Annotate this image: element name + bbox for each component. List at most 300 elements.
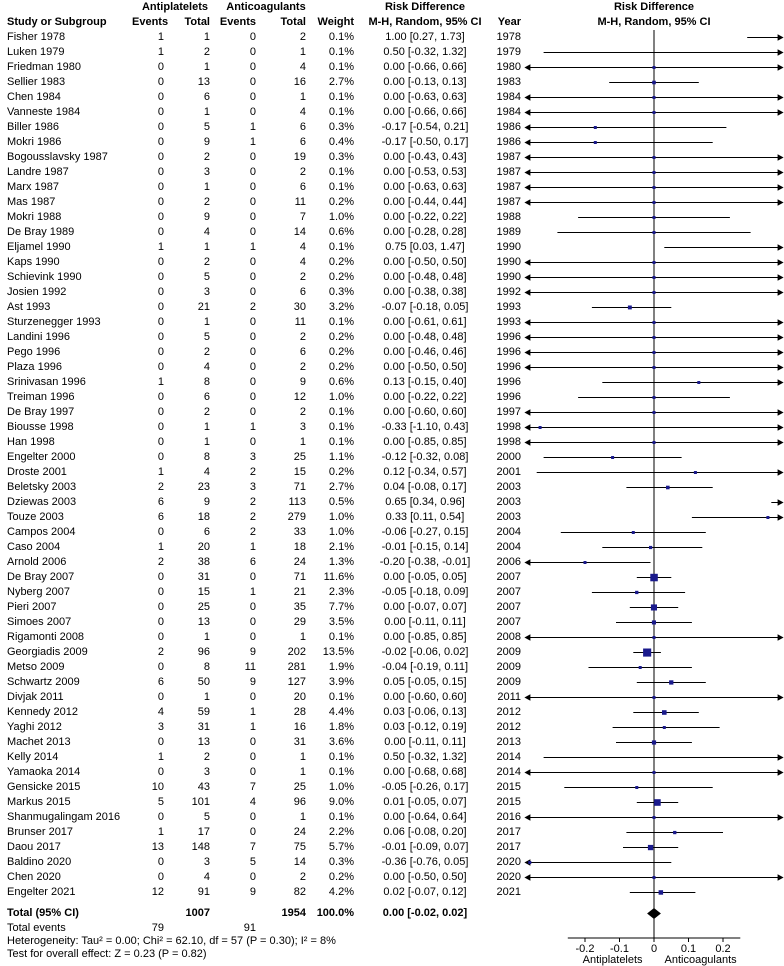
weight: 1.3% xyxy=(328,556,354,568)
year: 2003 xyxy=(496,481,521,493)
total-antiplatelets: 2 xyxy=(203,751,210,763)
year: 2021 xyxy=(496,886,521,898)
total-events-label: Total events xyxy=(7,922,66,934)
weight: 1.9% xyxy=(328,661,354,673)
total-antiplatelets: 9 xyxy=(203,136,210,148)
study-name: Josien 1992 xyxy=(7,286,67,298)
total-antiplatelets: 13 xyxy=(197,736,210,748)
arrow-left-icon xyxy=(524,769,530,775)
study-row xyxy=(0,345,524,360)
total-anticoagulants: 15 xyxy=(293,466,306,478)
events-anticoagulants: 7 xyxy=(249,781,256,793)
events-anticoagulants: 1 xyxy=(249,421,256,433)
risk-difference-ci: 0.00 [-0.07, 0.07] xyxy=(383,601,467,613)
events-anticoagulants: 0 xyxy=(249,616,256,628)
weight: 0.2% xyxy=(328,361,354,373)
risk-difference-ci: 0.12 [-0.34, 0.57] xyxy=(383,466,467,478)
weight: 0.1% xyxy=(328,316,354,328)
risk-difference-ci: 0.00 [-0.66, 0.66] xyxy=(383,106,467,118)
study-name: Gensicke 2015 xyxy=(7,781,81,793)
risk-difference-ci: -0.17 [-0.54, 0.21] xyxy=(381,121,469,133)
total-antiplatelets: 18 xyxy=(197,511,210,523)
study-name: Biller 1986 xyxy=(7,121,59,133)
events-anticoagulants: 0 xyxy=(249,826,256,838)
events-antiplatelets: 0 xyxy=(157,91,164,103)
total-antiplatelets: 2 xyxy=(203,406,210,418)
total-antiplatelets: 96 xyxy=(197,646,210,658)
study-name: Simoes 2007 xyxy=(7,616,72,628)
events-antiplatelets: 0 xyxy=(157,61,164,73)
arrow-right-icon xyxy=(778,199,784,205)
effect-marker xyxy=(666,486,670,490)
table-header-columns xyxy=(0,15,524,30)
study-name: De Bray 2007 xyxy=(7,571,75,583)
study-name: Vanneste 1984 xyxy=(7,106,81,118)
total-antiplatelets: 3 xyxy=(203,286,210,298)
header-group-anticoagulants: Anticoagulants xyxy=(226,1,306,13)
total-antiplatelets: 6 xyxy=(203,391,210,403)
weight: 1.0% xyxy=(328,781,354,793)
arrow-right-icon xyxy=(778,244,784,250)
year: 1993 xyxy=(496,316,521,328)
total-antiplatelets: 91 xyxy=(197,886,210,898)
total-antiplatelets: 1 xyxy=(203,421,210,433)
study-row xyxy=(0,690,524,705)
risk-difference-ci: 0.00 [-0.60, 0.60] xyxy=(383,691,467,703)
weight: 1.1% xyxy=(328,451,354,463)
events-antiplatelets: 0 xyxy=(157,106,164,118)
weight: 1.0% xyxy=(328,211,354,223)
events-antiplatelets: 1 xyxy=(157,751,164,763)
events-antiplatelets: 0 xyxy=(157,421,164,433)
total-events-row xyxy=(0,921,524,935)
events-anticoagulants: 0 xyxy=(249,76,256,88)
year: 1988 xyxy=(496,211,521,223)
year: 2003 xyxy=(496,511,521,523)
weight: 0.6% xyxy=(328,376,354,388)
study-name: De Bray 1997 xyxy=(7,406,75,418)
effect-marker xyxy=(654,799,661,806)
weight: 0.1% xyxy=(328,691,354,703)
year: 2012 xyxy=(496,706,521,718)
header-events-2: Events xyxy=(219,16,256,28)
study-name: Pieri 2007 xyxy=(7,601,57,613)
risk-difference-ci: 0.00 [-0.60, 0.60] xyxy=(383,406,467,418)
study-name: Schwartz 2009 xyxy=(7,676,80,688)
total-anticoagulants: 11 xyxy=(294,316,306,328)
total-antiplatelets: 3 xyxy=(203,856,210,868)
arrow-right-icon xyxy=(778,769,784,775)
year: 1987 xyxy=(496,151,521,163)
events-antiplatelets: 0 xyxy=(157,601,164,613)
axis-tick-label: -0.1 xyxy=(610,943,629,955)
events-anticoagulants: 1 xyxy=(249,136,256,148)
total-anticoagulants: 16 xyxy=(293,721,306,733)
study-name: Metso 2009 xyxy=(7,661,65,673)
study-row xyxy=(0,30,524,45)
total-anticoagulants: 96 xyxy=(293,796,306,808)
events-anticoagulants: 0 xyxy=(249,31,256,43)
arrow-right-icon xyxy=(778,634,784,640)
effect-marker xyxy=(652,81,656,85)
year: 2020 xyxy=(496,856,521,868)
total-anticoagulants: 9 xyxy=(299,376,306,388)
total-n-anticoagulants: 1954 xyxy=(281,907,306,919)
arrow-right-icon xyxy=(778,364,784,370)
year: 2009 xyxy=(496,646,521,658)
events-anticoagulants: 0 xyxy=(249,181,256,193)
total-anticoagulants: 14 xyxy=(293,226,306,238)
risk-difference-ci: 0.00 [-0.64, 0.64] xyxy=(383,811,467,823)
risk-difference-ci: 0.00 [-0.22, 0.22] xyxy=(383,391,467,403)
effect-marker xyxy=(669,680,673,684)
study-row xyxy=(0,285,524,300)
events-anticoagulants: 5 xyxy=(249,856,256,868)
effect-marker xyxy=(653,276,656,279)
study-name: Droste 2001 xyxy=(7,466,67,478)
weight: 13.5% xyxy=(322,646,354,658)
risk-difference-ci: 0.00 [-0.46, 0.46] xyxy=(383,346,467,358)
year: 2003 xyxy=(496,496,521,508)
risk-difference-ci: 0.00 [-0.53, 0.53] xyxy=(383,166,467,178)
total-antiplatelets: 1 xyxy=(203,316,210,328)
total-anticoagulants: 71 xyxy=(293,481,306,493)
arrow-right-icon xyxy=(778,34,784,40)
study-row xyxy=(0,405,524,420)
weight: 0.6% xyxy=(328,226,354,238)
total-anticoagulants: 1 xyxy=(299,436,306,448)
study-name: Baldino 2020 xyxy=(7,856,72,868)
weight: 0.1% xyxy=(328,436,354,448)
study-row xyxy=(0,570,524,585)
study-row xyxy=(0,165,524,180)
weight: 0.1% xyxy=(328,811,354,823)
study-row xyxy=(0,645,524,660)
year: 2006 xyxy=(496,556,521,568)
total-anticoagulants: 31 xyxy=(293,736,306,748)
total-antiplatelets: 1 xyxy=(203,691,210,703)
events-anticoagulants: 2 xyxy=(249,301,256,313)
effect-marker xyxy=(650,574,658,582)
study-row xyxy=(0,555,524,570)
events-antiplatelets: 13 xyxy=(151,841,164,853)
risk-difference-ci: 0.00 [-0.22, 0.22] xyxy=(383,211,467,223)
total-anticoagulants: 71 xyxy=(293,571,306,583)
study-name: Plaza 1996 xyxy=(7,361,63,373)
events-anticoagulants: 2 xyxy=(249,511,256,523)
total-antiplatelets: 50 xyxy=(197,676,210,688)
total-antiplatelets: 1 xyxy=(203,31,210,43)
effect-marker xyxy=(594,141,597,144)
year: 1986 xyxy=(496,121,521,133)
weight: 0.3% xyxy=(328,151,354,163)
total-anticoagulants: 6 xyxy=(299,136,306,148)
risk-difference-ci: 0.00 [-0.44, 0.44] xyxy=(383,196,467,208)
arrow-left-icon xyxy=(524,169,530,175)
arrow-left-icon xyxy=(524,274,530,280)
total-anticoagulants: 25 xyxy=(293,451,306,463)
effect-marker xyxy=(653,441,656,444)
arrow-right-icon xyxy=(778,694,784,700)
events-antiplatelets: 0 xyxy=(157,736,164,748)
study-name: Schievink 1990 xyxy=(7,271,82,283)
year: 1997 xyxy=(496,406,521,418)
events-antiplatelets: 1 xyxy=(157,376,164,388)
arrow-left-icon xyxy=(524,94,530,100)
total-antiplatelets: 2 xyxy=(203,46,210,58)
arrow-right-icon xyxy=(778,469,784,475)
events-anticoagulants: 4 xyxy=(249,796,256,808)
plot-subtitle: M-H, Random, 95% CI xyxy=(597,16,711,28)
year: 1990 xyxy=(496,271,521,283)
effect-marker xyxy=(653,351,656,354)
study-name: Beletsky 2003 xyxy=(7,481,77,493)
events-antiplatelets: 0 xyxy=(157,436,164,448)
year: 1996 xyxy=(496,331,521,343)
study-row xyxy=(0,480,524,495)
study-row xyxy=(0,420,524,435)
header-group-antiplatelets: Antiplatelets xyxy=(141,1,208,13)
study-name: Chen 2020 xyxy=(7,871,61,883)
weight: 5.7% xyxy=(328,841,354,853)
study-name: Shanmugalingam 2016 xyxy=(7,811,121,823)
effect-marker xyxy=(697,381,700,384)
weight: 0.1% xyxy=(328,631,354,643)
total-antiplatelets: 5 xyxy=(203,271,210,283)
events-anticoagulants: 0 xyxy=(249,436,256,448)
effect-marker xyxy=(528,861,531,864)
study-row xyxy=(0,375,524,390)
year: 2007 xyxy=(496,571,521,583)
total-anticoagulants: 279 xyxy=(287,511,306,523)
risk-difference-ci: 0.50 [-0.32, 1.32] xyxy=(383,46,467,58)
weight: 3.2% xyxy=(328,301,354,313)
risk-difference-ci: -0.01 [-0.09, 0.07] xyxy=(381,841,469,853)
events-antiplatelets: 0 xyxy=(157,391,164,403)
effect-marker xyxy=(653,396,656,399)
weight: 1.0% xyxy=(328,526,354,538)
study-name: Engelter 2000 xyxy=(7,451,76,463)
events-anticoagulants: 0 xyxy=(249,46,256,58)
events-anticoagulants: 0 xyxy=(249,61,256,73)
risk-difference-ci: 0.50 [-0.32, 1.32] xyxy=(383,751,467,763)
arrow-right-icon xyxy=(778,109,784,115)
total-antiplatelets: 13 xyxy=(197,616,210,628)
risk-difference-ci: 0.13 [-0.15, 0.40] xyxy=(383,376,467,388)
weight: 0.2% xyxy=(328,256,354,268)
year: 2020 xyxy=(496,871,521,883)
events-anticoagulants: 0 xyxy=(249,631,256,643)
total-anticoagulants: 2 xyxy=(299,406,306,418)
events-anticoagulants: 2 xyxy=(249,496,256,508)
effect-marker xyxy=(635,591,638,594)
year: 1978 xyxy=(496,31,521,43)
total-anticoagulants: 25 xyxy=(293,781,306,793)
weight: 2.1% xyxy=(328,541,354,553)
events-antiplatelets: 0 xyxy=(157,616,164,628)
study-row xyxy=(0,795,524,810)
total-n-antiplatelets: 1007 xyxy=(185,907,210,919)
effect-marker xyxy=(653,291,656,294)
arrow-right-icon xyxy=(778,49,784,55)
events-antiplatelets: 1 xyxy=(157,541,164,553)
axis-tick-label: 0.2 xyxy=(715,943,731,955)
total-anticoagulants: 2 xyxy=(299,361,306,373)
study-row xyxy=(0,870,524,885)
study-row xyxy=(0,150,524,165)
total-anticoagulants: 14 xyxy=(293,856,306,868)
risk-difference-ci: -0.36 [-0.76, 0.05] xyxy=(381,856,469,868)
axis-group-left-label: Antiplatelets xyxy=(582,954,643,966)
year: 2017 xyxy=(496,826,521,838)
total-antiplatelets: 15 xyxy=(197,586,210,598)
events-anticoagulants: 1 xyxy=(249,586,256,598)
total-antiplatelets: 148 xyxy=(191,841,210,853)
total-anticoagulants: 6 xyxy=(299,121,306,133)
effect-marker xyxy=(649,546,652,549)
arrow-left-icon xyxy=(524,409,530,415)
events-antiplatelets: 2 xyxy=(157,646,164,658)
total-anticoagulants: 16 xyxy=(293,76,306,88)
study-name: Biousse 1998 xyxy=(7,421,74,433)
weight: 0.1% xyxy=(328,241,354,253)
risk-difference-ci: 0.00 [-0.38, 0.38] xyxy=(383,286,467,298)
study-name: Yamaoka 2014 xyxy=(7,766,81,778)
year: 2012 xyxy=(496,721,521,733)
events-antiplatelets: 0 xyxy=(157,316,164,328)
events-anticoagulants: 0 xyxy=(249,256,256,268)
study-row xyxy=(0,765,524,780)
effect-marker xyxy=(632,531,635,534)
arrow-right-icon xyxy=(778,94,784,100)
study-row xyxy=(0,720,524,735)
study-row xyxy=(0,135,524,150)
weight: 11.6% xyxy=(323,571,354,583)
blank-cell xyxy=(264,921,314,935)
events-anticoagulants: 3 xyxy=(249,481,256,493)
blank-cell xyxy=(172,921,218,935)
year: 1980 xyxy=(496,61,521,73)
risk-difference-ci: 0.00 [-0.50, 0.50] xyxy=(383,871,467,883)
total-anticoagulants: 20 xyxy=(293,691,306,703)
arrow-left-icon xyxy=(524,439,530,445)
arrow-right-icon xyxy=(778,274,784,280)
arrow-left-icon xyxy=(524,124,530,130)
total-antiplatelets: 3 xyxy=(203,166,210,178)
study-row xyxy=(0,120,524,135)
effect-marker xyxy=(594,126,597,129)
study-row xyxy=(0,270,524,285)
weight: 4.2% xyxy=(328,886,354,898)
events-antiplatelets: 2 xyxy=(157,481,164,493)
study-row xyxy=(0,735,524,750)
study-row xyxy=(0,240,524,255)
total-anticoagulants: 2 xyxy=(299,31,306,43)
axis-tick-label: -0.2 xyxy=(575,943,595,955)
study-row xyxy=(0,255,524,270)
risk-difference-ci: 0.03 [-0.12, 0.19] xyxy=(383,721,467,733)
study-row xyxy=(0,510,524,525)
risk-difference-ci: -0.01 [-0.15, 0.14] xyxy=(381,541,469,553)
total-antiplatelets: 4 xyxy=(203,361,210,373)
weight: 0.3% xyxy=(328,856,354,868)
events-anticoagulants: 0 xyxy=(249,736,256,748)
total-antiplatelets: 6 xyxy=(203,526,210,538)
study-row xyxy=(0,225,524,240)
study-row xyxy=(0,885,524,900)
effect-marker xyxy=(653,261,656,264)
weight: 3.9% xyxy=(328,676,354,688)
events-antiplatelets: 0 xyxy=(157,166,164,178)
total-antiplatelets: 1 xyxy=(203,631,210,643)
study-name: Mokri 1988 xyxy=(7,211,62,223)
axis-tick-label: 0 xyxy=(650,943,658,955)
year: 1998 xyxy=(496,436,521,448)
weight: 2.7% xyxy=(328,76,354,88)
arrow-left-icon xyxy=(524,814,530,820)
events-anticoagulants: 0 xyxy=(249,871,256,883)
risk-difference-ci: 0.75 [0.03, 1.47] xyxy=(385,241,465,253)
events-antiplatelets: 0 xyxy=(157,226,164,238)
risk-difference-ci: 0.00 [-0.85, 0.85] xyxy=(383,631,467,643)
events-anticoagulants: 2 xyxy=(249,526,256,538)
year: 1979 xyxy=(496,46,521,58)
heterogeneity-note: Heterogeneity: Tau² = 0.00; Chi² = 62.10, df = 57 (P = 0.30); I² = 8% xyxy=(7,935,336,947)
study-row xyxy=(0,300,524,315)
total-anticoagulants: 1 xyxy=(299,631,306,643)
year: 1993 xyxy=(496,301,521,313)
total-anticoagulants: 1 xyxy=(299,46,306,58)
arrow-right-icon xyxy=(778,439,784,445)
year: 2008 xyxy=(496,631,521,643)
study-name: Fisher 1978 xyxy=(7,31,66,43)
total-anticoagulants: 2 xyxy=(299,271,306,283)
weight: 0.3% xyxy=(328,121,354,133)
events-anticoagulants: 0 xyxy=(249,211,256,223)
events-anticoagulants: 0 xyxy=(249,406,256,418)
study-name: Engelter 2021 xyxy=(7,886,76,898)
risk-difference-ci: -0.12 [-0.32, 0.08] xyxy=(381,451,469,463)
total-antiplatelets: 5 xyxy=(203,811,210,823)
year: 1998 xyxy=(496,421,521,433)
year: 1990 xyxy=(496,256,521,268)
risk-difference-ci: 0.00 [-0.48, 0.48] xyxy=(383,331,467,343)
events-anticoagulants: 1 xyxy=(249,721,256,733)
study-name: Pego 1996 xyxy=(7,346,61,358)
total-antiplatelets: 8 xyxy=(203,661,210,673)
effect-marker xyxy=(653,66,656,69)
study-row xyxy=(0,330,524,345)
total-antiplatelets: 4 xyxy=(203,226,210,238)
total-anticoagulants: 19 xyxy=(293,151,306,163)
risk-difference-ci: 0.03 [-0.06, 0.13] xyxy=(383,706,467,718)
total-antiplatelets: 6 xyxy=(203,91,210,103)
total-antiplatelets: 31 xyxy=(197,571,210,583)
year: 1996 xyxy=(496,376,521,388)
events-anticoagulants: 2 xyxy=(249,466,256,478)
events-antiplatelets: 0 xyxy=(157,136,164,148)
events-antiplatelets: 10 xyxy=(151,781,164,793)
study-row xyxy=(0,495,524,510)
table-header-groups xyxy=(0,0,524,15)
arrow-right-icon xyxy=(778,424,784,430)
study-name: Landini 1996 xyxy=(7,331,71,343)
weight: 0.3% xyxy=(328,286,354,298)
total-antiplatelets: 20 xyxy=(197,541,210,553)
events-anticoagulants: 0 xyxy=(249,196,256,208)
risk-difference-ci: 0.00 [-0.43, 0.43] xyxy=(383,151,467,163)
study-name: Treiman 1996 xyxy=(7,391,75,403)
